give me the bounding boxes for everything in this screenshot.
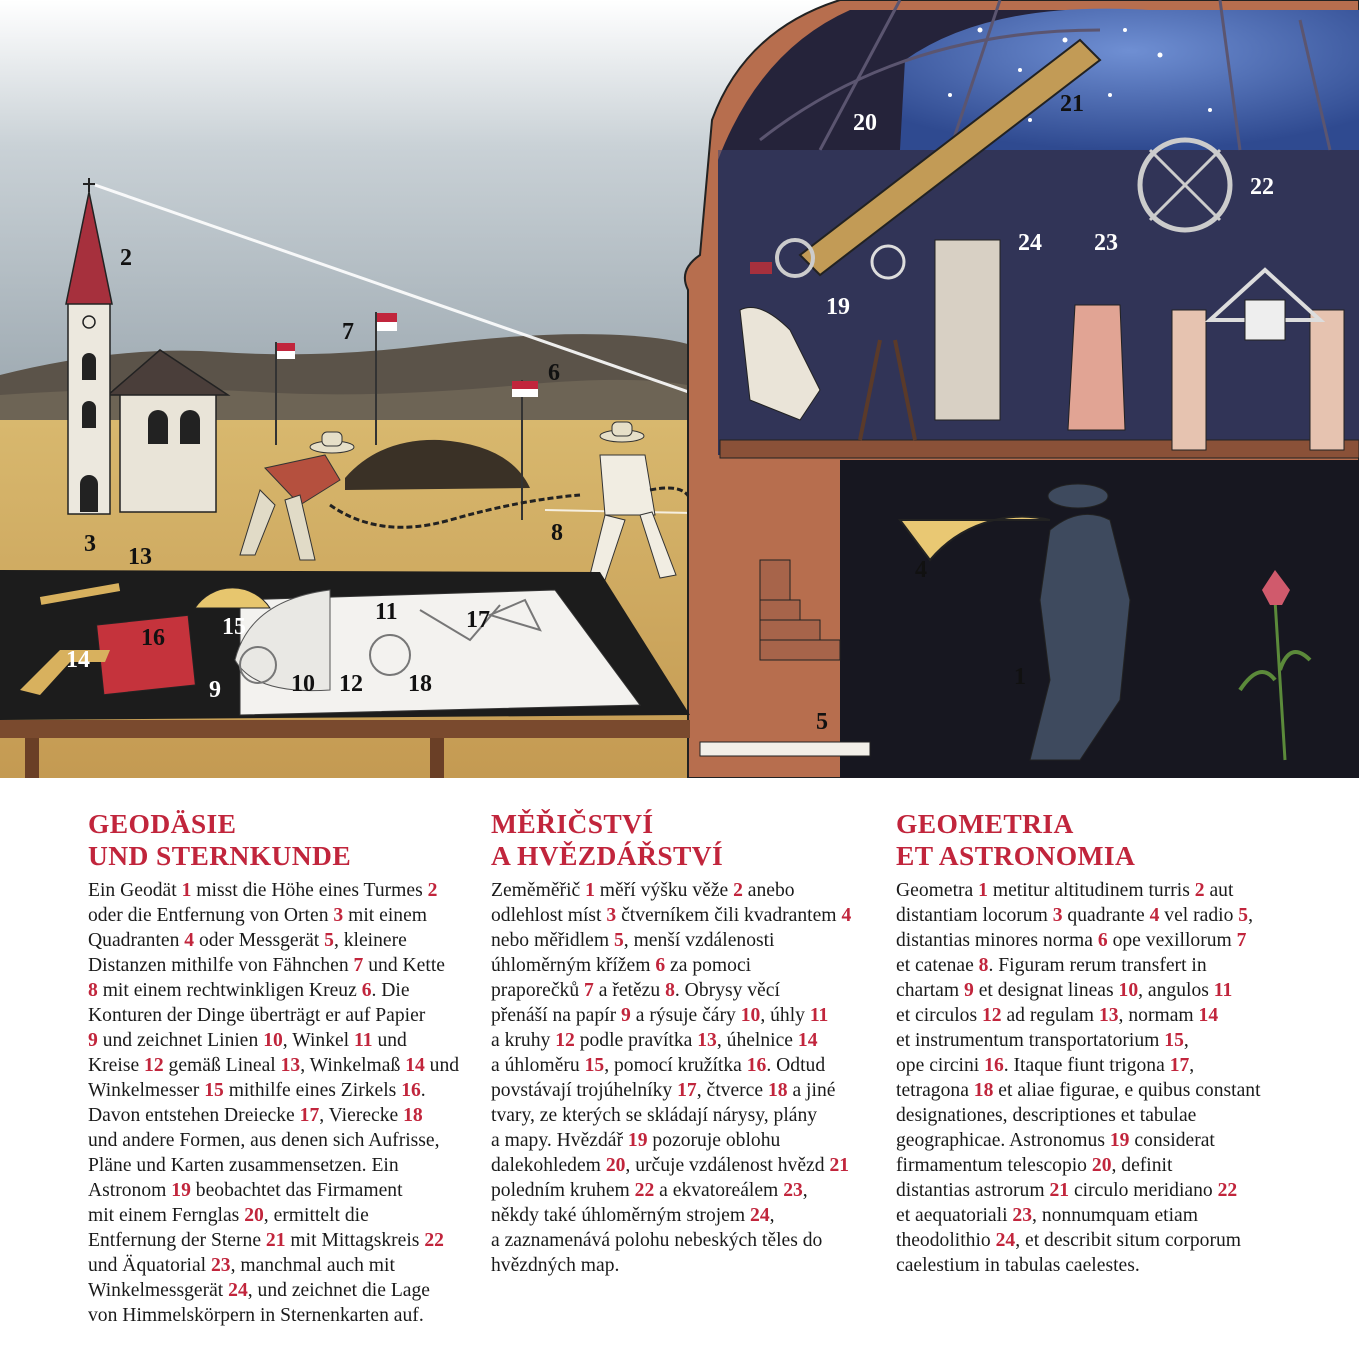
reference-number: 16 — [746, 1055, 767, 1076]
title-german — [88, 808, 478, 872]
reference-number: 14 — [1198, 1005, 1219, 1026]
label-12: 12 — [339, 671, 363, 697]
text-run: . Obrysy věcí — [674, 980, 780, 1001]
text-line — [896, 953, 1296, 978]
reference-number: 21 — [265, 1230, 286, 1251]
text-line — [491, 1028, 886, 1053]
text-run: et instrumentum transportatorium — [896, 1030, 1165, 1051]
text-run: , manchmal auch mit — [230, 1255, 395, 1276]
text-run: . Figuram rerum transfert in — [988, 955, 1207, 976]
reference-number: 11 — [1213, 980, 1233, 1001]
label-6: 6 — [548, 360, 560, 386]
text-run: geographicae. Astronomus — [896, 1130, 1110, 1151]
column-czech — [491, 808, 886, 1278]
reference-number: 6 — [361, 980, 372, 1001]
text-line — [491, 1203, 886, 1228]
text-run: , angulos — [1138, 980, 1214, 1001]
text-run: mit einem rechtwinkligen Kreuz — [97, 980, 362, 1001]
reference-number: 4 — [841, 905, 852, 926]
reference-number: 15 — [204, 1080, 224, 1101]
text-line — [896, 1253, 1296, 1278]
title-latin-line1: GEOMETRIA — [896, 808, 1074, 839]
text-run: nebo měřidlem — [491, 930, 614, 951]
text-run: a rýsuje čáry — [630, 1005, 741, 1026]
text-line — [88, 1053, 478, 1078]
text-run: tetragona — [896, 1080, 974, 1101]
label-22: 22 — [1250, 174, 1274, 200]
label-7: 7 — [342, 319, 354, 345]
text-run: oder die Entfernung von Orten — [88, 905, 334, 926]
reference-number: 5 — [324, 930, 334, 951]
text-line — [491, 1128, 886, 1153]
text-run: pozoruje oblohu — [647, 1130, 781, 1151]
text-line — [491, 1103, 886, 1128]
text-run: , — [802, 1180, 808, 1201]
text-run: et circulos — [896, 1005, 982, 1026]
reference-number: 14 — [405, 1055, 425, 1076]
text-run: . — [420, 1080, 426, 1101]
reference-number: 5 — [613, 930, 624, 951]
reference-number: 4 — [184, 930, 195, 951]
text-run: metitur altitudinem turris — [987, 880, 1195, 901]
label-15: 15 — [222, 614, 246, 640]
text-run: distantias minores norma — [896, 930, 1098, 951]
text-run: quadrante — [1062, 905, 1150, 926]
text-run: a úhloměru — [491, 1055, 585, 1076]
reference-number: 1 — [978, 880, 988, 901]
reference-number: 18 — [767, 1080, 788, 1101]
text-run: . Odtud — [766, 1055, 826, 1076]
text-run: und — [372, 1030, 407, 1051]
text-line — [896, 1028, 1296, 1053]
reference-number: 9 — [621, 1005, 631, 1026]
text-run: a ekvatoreálem — [654, 1180, 784, 1201]
label-14: 14 — [66, 647, 90, 673]
text-run: considerat — [1129, 1130, 1215, 1151]
text-run: Distanzen mithilfe von Fähnchen — [88, 955, 354, 976]
text-run: mit einem Fernglas — [88, 1205, 245, 1226]
text-line — [896, 928, 1296, 953]
text-run: chartam — [896, 980, 964, 1001]
title-latin-line2: ET ASTRONOMIA — [896, 840, 1136, 871]
text-run: et aequatoriali — [896, 1205, 1013, 1226]
text-line — [88, 1078, 478, 1103]
reference-number: 11 — [809, 1005, 829, 1026]
text-run: Entfernung der Sterne — [88, 1230, 266, 1251]
text-run: , pomocí kružítka — [604, 1055, 747, 1076]
reference-number: 24 — [228, 1280, 248, 1301]
text-run: Winkelmessgerät — [88, 1280, 229, 1301]
text-line — [88, 978, 478, 1003]
reference-number: 17 — [299, 1105, 320, 1126]
text-line — [491, 928, 886, 953]
text-line — [491, 1053, 886, 1078]
label-3: 3 — [84, 531, 96, 557]
text-run: caelestium in tabulas caelestes. — [896, 1255, 1140, 1276]
text-line — [491, 953, 886, 978]
reference-number: 19 — [627, 1130, 648, 1151]
text-run: aut — [1204, 880, 1234, 901]
text-run: und Kette — [363, 955, 445, 976]
reference-number: 6 — [655, 955, 666, 976]
text-run: Zeměměřič — [491, 880, 586, 901]
text-run: a jiné — [787, 1080, 836, 1101]
text-line — [88, 1178, 478, 1203]
title-czech — [491, 808, 886, 872]
text-line — [88, 1253, 478, 1278]
text-run: , — [1248, 905, 1253, 926]
text-line — [491, 903, 886, 928]
text-run: úhloměrným křížem — [491, 955, 656, 976]
label-2: 2 — [120, 245, 132, 271]
text-run: circulo meridiano — [1069, 1180, 1218, 1201]
text-run: Geometra — [896, 880, 979, 901]
reference-number: 22 — [424, 1230, 444, 1251]
text-line — [88, 1203, 478, 1228]
text-run: mit Mittagskreis — [285, 1230, 425, 1251]
text-run: přenáší na papír — [491, 1005, 622, 1026]
reference-number: 9 — [88, 1030, 98, 1051]
text-line — [491, 1253, 886, 1278]
text-run: ope vexillorum — [1107, 930, 1237, 951]
text-run: a mapy. Hvězdář — [491, 1130, 628, 1151]
text-run: měří výšku věže — [594, 880, 734, 901]
text-run: Quadranten — [88, 930, 185, 951]
text-line — [896, 1128, 1296, 1153]
reference-number: 15 — [1164, 1030, 1184, 1051]
text-run: , úhly — [760, 1005, 810, 1026]
text-run: mit einem — [343, 905, 428, 926]
text-run: , — [1189, 1055, 1195, 1076]
text-run: , definit — [1111, 1155, 1173, 1176]
text-run: , Winkel — [282, 1030, 355, 1051]
text-run: , — [769, 1205, 775, 1226]
reference-number: 16 — [984, 1055, 1004, 1076]
text-line — [896, 903, 1296, 928]
reference-number: 8 — [88, 980, 98, 1001]
text-run: čtverníkem čili kvadrantem — [616, 905, 842, 926]
text-run: firmamentum telescopio — [896, 1155, 1092, 1176]
text-run: , Vierecke — [319, 1105, 404, 1126]
label-13: 13 — [128, 544, 152, 570]
text-run: za pomoci — [665, 955, 752, 976]
label-11: 11 — [375, 599, 398, 625]
reference-number: 6 — [1097, 930, 1108, 951]
reference-number: 12 — [144, 1055, 164, 1076]
text-line — [88, 1228, 478, 1253]
body-latin — [896, 878, 1296, 1278]
text-run: a řetězu — [593, 980, 666, 1001]
reference-number: 19 — [171, 1180, 191, 1201]
body-czech — [491, 878, 886, 1278]
text-run: , — [1183, 1030, 1189, 1051]
reference-number: 20 — [244, 1205, 264, 1226]
reference-number: 16 — [401, 1080, 421, 1101]
text-run: Pläne und Karten zusammensetzen. Ein — [88, 1155, 399, 1176]
text-line — [88, 928, 478, 953]
text-run: , menší vzdálenosti — [623, 930, 775, 951]
reference-number: 13 — [1098, 1005, 1119, 1026]
label-5: 5 — [816, 709, 828, 735]
text-run: beobachtet das Firmament — [190, 1180, 403, 1201]
text-run: , ermittelt die — [263, 1205, 369, 1226]
text-line — [88, 878, 478, 903]
reference-number: 7 — [1236, 930, 1247, 951]
text-run: , kleinere — [333, 930, 407, 951]
text-run: poledním kruhem — [491, 1180, 635, 1201]
body-german — [88, 878, 478, 1328]
reference-number: 1 — [181, 880, 192, 901]
text-run: Ein Geodät — [88, 880, 182, 901]
reference-number: 13 — [697, 1030, 717, 1051]
reference-number: 11 — [354, 1030, 373, 1051]
text-line — [896, 1053, 1296, 1078]
text-line — [88, 1153, 478, 1178]
text-run: , určuje vzdálenost hvězd — [625, 1155, 830, 1176]
label-24: 24 — [1018, 230, 1042, 256]
title-czech-line2: A HVĚZDÁŘSTVÍ — [491, 840, 724, 871]
text-line — [88, 1003, 478, 1028]
reference-number: 20 — [605, 1155, 626, 1176]
text-run: , normam — [1118, 1005, 1199, 1026]
text-run: distantiam locorum — [896, 905, 1053, 926]
reference-number: 10 — [263, 1030, 283, 1051]
text-line — [896, 1203, 1296, 1228]
reference-number: 23 — [783, 1180, 803, 1201]
text-line — [88, 1303, 478, 1328]
reference-number: 2 — [427, 880, 438, 901]
text-run: a zaznamenává polohu nebeských těles do — [491, 1230, 823, 1251]
text-run: und zeichnet Linien — [97, 1030, 264, 1051]
text-run: , čtverce — [696, 1080, 768, 1101]
label-21: 21 — [1060, 91, 1084, 117]
reference-number: 3 — [606, 905, 617, 926]
column-german — [88, 808, 478, 1328]
reference-number: 14 — [797, 1030, 818, 1051]
measuring-rod — [700, 742, 870, 756]
reference-number: 18 — [403, 1105, 423, 1126]
reference-number: 2 — [733, 880, 743, 901]
label-23: 23 — [1094, 230, 1118, 256]
text-run: tvary, ze kterých se skládají nárysy, plány — [491, 1105, 818, 1126]
text-run: Winkelmesser — [88, 1080, 205, 1101]
label-8: 8 — [551, 520, 563, 546]
label-9: 9 — [209, 677, 221, 703]
text-run: podle pravítka — [574, 1030, 698, 1051]
text-line — [491, 1228, 886, 1253]
text-run: und Äquatorial — [88, 1255, 211, 1276]
text-run: und — [424, 1055, 460, 1076]
text-line — [896, 978, 1296, 1003]
text-run: et catenae — [896, 955, 979, 976]
text-line — [896, 1178, 1296, 1203]
text-run: , und zeichnet die Lage — [247, 1280, 430, 1301]
reference-number: 23 — [210, 1255, 231, 1276]
label-16: 16 — [141, 625, 165, 651]
text-run: mithilfe eines Zirkels — [223, 1080, 402, 1101]
reference-number: 12 — [981, 1005, 1002, 1026]
reference-number: 24 — [995, 1230, 1016, 1251]
title-latin — [896, 808, 1296, 872]
text-run: . Die — [371, 980, 410, 1001]
reference-number: 3 — [333, 905, 344, 926]
text-run: Kreise — [88, 1055, 145, 1076]
text-line — [491, 978, 886, 1003]
reference-number: 13 — [280, 1055, 301, 1076]
text-run: gemäß Lineal — [163, 1055, 281, 1076]
text-run: anebo — [742, 880, 795, 901]
reference-number: 21 — [1049, 1180, 1070, 1201]
text-line — [896, 1103, 1296, 1128]
text-line — [896, 1078, 1296, 1103]
reference-number: 17 — [1169, 1055, 1190, 1076]
column-latin — [896, 808, 1296, 1278]
text-run: Astronom — [88, 1180, 172, 1201]
reference-number: 17 — [677, 1080, 697, 1101]
text-run: , Winkelmaß — [300, 1055, 406, 1076]
text-run: praporečků — [491, 980, 585, 1001]
text-line — [491, 1178, 886, 1203]
reference-number: 22 — [634, 1180, 655, 1201]
text-run: et aliae figurae, e quibus constant — [993, 1080, 1261, 1101]
text-line — [88, 953, 478, 978]
text-run: ad regulam — [1001, 1005, 1099, 1026]
reference-number: 15 — [584, 1055, 605, 1076]
text-run: a kruhy — [491, 1030, 556, 1051]
reference-number: 5 — [1238, 905, 1249, 926]
label-18: 18 — [408, 671, 432, 697]
reference-number: 7 — [353, 955, 364, 976]
text-run: von Himmelskörpern in Sternenkarten auf. — [88, 1305, 424, 1326]
label-17: 17 — [466, 607, 490, 633]
label-19: 19 — [826, 294, 850, 320]
text-line — [896, 1153, 1296, 1178]
reference-number: 10 — [740, 1005, 761, 1026]
reference-number: 21 — [829, 1155, 850, 1176]
text-line — [88, 1128, 478, 1153]
title-czech-line1: MĚŘIČSTVÍ — [491, 808, 654, 839]
text-line — [88, 1103, 478, 1128]
text-line — [88, 903, 478, 928]
label-20: 20 — [853, 110, 877, 136]
text-run: oder Messgerät — [194, 930, 325, 951]
text-run: theodolithio — [896, 1230, 996, 1251]
text-run: misst die Höhe eines Turmes — [191, 880, 428, 901]
text-run: und andere Formen, aus denen sich Aufrisse, — [88, 1130, 440, 1151]
reference-number: 7 — [584, 980, 594, 1001]
text-run: vel radio — [1159, 905, 1239, 926]
reference-number: 4 — [1149, 905, 1160, 926]
reference-number: 18 — [973, 1080, 994, 1101]
reference-number: 8 — [665, 980, 675, 1001]
text-line — [491, 1003, 886, 1028]
reference-number: 9 — [964, 980, 974, 1001]
text-run: . Itaque fiunt trigona — [1003, 1055, 1170, 1076]
reference-number: 19 — [1109, 1130, 1130, 1151]
reference-number: 3 — [1052, 905, 1063, 926]
observatory — [685, 0, 1359, 778]
reference-number: 24 — [750, 1205, 770, 1226]
reference-number: 20 — [1091, 1155, 1112, 1176]
reference-number: 1 — [585, 880, 595, 901]
reference-number: 8 — [978, 955, 989, 976]
text-run: Konturen der Dinge überträgt er auf Papier — [88, 1005, 426, 1026]
reference-number: 22 — [1217, 1180, 1238, 1201]
reference-number: 23 — [1012, 1205, 1033, 1226]
text-run: , úhelnice — [716, 1030, 798, 1051]
text-run: , et describit situm corporum — [1015, 1230, 1242, 1251]
text-run: dalekohledem — [491, 1155, 606, 1176]
text-run: povstávají trojúhelníky — [491, 1080, 678, 1101]
text-line — [896, 878, 1296, 903]
text-line — [88, 1278, 478, 1303]
text-run: , nonnumquam etiam — [1032, 1205, 1198, 1226]
text-run: odlehlost míst — [491, 905, 607, 926]
title-german-line1: GEODÄSIE — [88, 808, 237, 839]
title-german-line2: UND STERNKUNDE — [88, 840, 352, 871]
label-4: 4 — [915, 557, 927, 583]
reference-number: 12 — [555, 1030, 575, 1051]
label-10: 10 — [291, 671, 315, 697]
text-run: et designat lineas — [973, 980, 1119, 1001]
text-run: distantias astrorum — [896, 1180, 1050, 1201]
text-run: někdy také úhloměrným strojem — [491, 1205, 751, 1226]
reference-number: 10 — [1118, 980, 1139, 1001]
text-run: hvězdných map. — [491, 1255, 620, 1276]
text-line — [896, 1003, 1296, 1028]
text-line — [491, 878, 886, 903]
text-run: ope circini — [896, 1055, 985, 1076]
text-line — [896, 1228, 1296, 1253]
reference-number: 2 — [1194, 880, 1205, 901]
text-line — [491, 1078, 886, 1103]
text-run: designationes, descriptiones et tabulae — [896, 1105, 1197, 1126]
text-run: Davon entstehen Dreiecke — [88, 1105, 300, 1126]
label-1: 1 — [1014, 664, 1026, 690]
text-line — [491, 1153, 886, 1178]
text-line — [88, 1028, 478, 1053]
